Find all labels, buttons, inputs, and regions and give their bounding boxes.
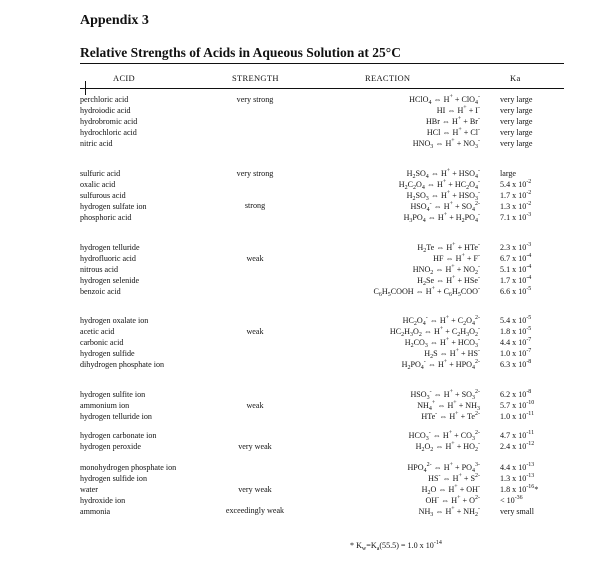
group-4-reactions	[330, 389, 480, 422]
column-header-reaction: REACTION	[365, 73, 411, 83]
reaction-equation: $HC_2H_3O_2$ ⇔ $H^+ + C_2H_3O_2^-$	[389, 326, 480, 338]
ka-value: 5.1 x $10^{-4}$	[500, 264, 532, 274]
acid-name: hydrogen sulfite ion	[80, 390, 146, 399]
reaction-equation: HS- ⇔ $H^+ + S^{2-}$	[428, 473, 480, 483]
ka-value: very small	[500, 507, 534, 516]
acid-name: ammonia	[80, 507, 111, 516]
acid-name: hydrofluoric acid	[80, 254, 136, 263]
strength-label: weak	[246, 327, 264, 336]
reaction-equation: $NH_4^+$ ⇔ $H^+ + NH_3$	[417, 400, 480, 412]
group-6-ka-values	[500, 462, 538, 517]
group-0-reactions	[330, 94, 480, 149]
ka-value: 1.0 x $10^{-11}$	[500, 411, 535, 421]
water-footnote	[350, 541, 442, 550]
group-2-ka-values	[500, 242, 531, 297]
strength-label: very weak	[238, 485, 272, 494]
strength-label-secondary: exceedingly weak	[225, 506, 285, 515]
ka-value: 1.3 x $10^{-2}$	[500, 201, 532, 211]
group-6-acids	[80, 462, 176, 517]
ka-value: 5.4 x $10^{-5}$	[500, 315, 532, 325]
column-header-ka: Ka	[510, 73, 521, 83]
acid-name: nitrous acid	[80, 265, 118, 274]
acid-name: hydrogen selenide	[80, 276, 140, 285]
strength-label: very strong	[236, 95, 274, 104]
acid-name: carbonic acid	[80, 338, 124, 347]
reaction-equation: $H_2CO_3$ ⇔ $H^+ + HCO_3^-$	[404, 337, 480, 349]
strength-label-secondary: strong	[244, 201, 266, 210]
group-3-ka-values	[500, 315, 531, 370]
ka-value: 4.4 x $10^{-7}$	[500, 337, 532, 347]
reaction-equation: OH- ⇔ $H^+ + O^{2-}$	[425, 495, 480, 505]
group-4-acids	[80, 389, 152, 422]
ka-value: 4.7 x $10^{-11}$	[500, 430, 535, 440]
strength-label: very weak	[238, 442, 272, 451]
acid-name: hydrobromic acid	[80, 117, 138, 126]
reaction-equation: $H_2SO_3$ ⇔ $H^+ + HSO_3^-$	[406, 190, 480, 202]
ka-value: 6.2 x $10^{-8}$	[500, 389, 532, 399]
reaction-equation: HCl ⇔ H+ + Cl-	[426, 127, 480, 137]
ka-value: very large	[500, 117, 533, 126]
acid-name: ammonium ion	[80, 401, 130, 410]
ka-value: 6.3 x $10^{-8}$	[500, 359, 532, 369]
reaction-equation: $H_2C_2O_4$ ⇔ $H^+ + HC_2O_4^-$	[398, 179, 480, 191]
ka-value: very large	[500, 139, 533, 148]
group-5-acids	[80, 430, 156, 452]
reaction-equation: $HC_2O_4^-$ ⇔ $H^+ + C_2O_4^{2-}$	[402, 315, 480, 327]
ka-value: 1.0 x $10^{-7}$	[500, 348, 532, 358]
reaction-equation: $H_2Te$ ⇔ H+ + HTe-	[417, 242, 480, 254]
reaction-equation: $H_3PO_4$ ⇔ $H^+ + H_2PO_4^-$	[403, 212, 480, 224]
acid-name: nitric acid	[80, 139, 113, 148]
strength-label: weak	[246, 401, 264, 410]
reaction-equation: $HNO_2$ ⇔ $H^+ + NO_2^-$	[412, 264, 480, 276]
reaction-equation: $H_2O$ ⇔ H+ + OH-	[421, 484, 480, 496]
reaction-equation: $HPO_4^{2-}$ ⇔ $H^+ + PO_4^{3-}$	[407, 462, 480, 474]
ka-value: 7.1 x $10^{-3}$	[500, 212, 532, 222]
reaction-equation: $H_2S$ ⇔ H+ + HS-	[424, 348, 480, 360]
acid-name: hydrogen telluride	[80, 243, 140, 252]
acid-name: water	[80, 485, 98, 494]
group-5-reactions	[330, 430, 480, 452]
acid-name: hydrogen sulfide	[80, 349, 135, 358]
group-3-acids	[80, 315, 164, 370]
acid-name: hydrogen sulfate ion	[80, 202, 147, 211]
ka-value: 5.7 x $10^{-10}$	[500, 400, 535, 410]
footnote-text: * $K_w=K_a(55.5) = 1.0$ x $10^{-14}$	[350, 540, 442, 552]
acid-name: hydrochloric acid	[80, 128, 137, 137]
acid-name: phosphoric acid	[80, 213, 132, 222]
header-tick	[85, 81, 86, 95]
acid-name: oxalic acid	[80, 180, 116, 189]
reaction-equation: $HSO_4^-$ ⇔ $H^+ + SO_4^{2-}$	[410, 201, 480, 213]
ka-value: 2.4 x $10^{-12}$	[500, 441, 535, 451]
reaction-equation: $C_6H_5COOH$ ⇔ $H^+ + C_6H_5COO^-$	[373, 286, 480, 298]
ka-value: 1.7 x $10^{-2}$	[500, 190, 532, 200]
acid-name: hydrogen peroxide	[80, 442, 141, 451]
reaction-equation: HF ⇔ H+ + F-	[433, 253, 480, 263]
ka-value: 6.6 x $10^{-5}$	[500, 286, 532, 296]
acid-name: acetic acid	[80, 327, 115, 336]
group-5-ka-values	[500, 430, 534, 452]
group-0-ka-values	[500, 94, 532, 149]
ka-value: 1.8 x $10^{-16}*$	[500, 484, 539, 494]
ka-value: 2.3 x $10^{-3}$	[500, 242, 532, 252]
acid-name: hydrogen oxalate ion	[80, 316, 149, 325]
acid-name: hydroxide ion	[80, 496, 126, 505]
reaction-equation: $HNO_3$ ⇔ $H^+ + NO_3^-$	[412, 138, 480, 150]
column-header-acid: ACID	[113, 73, 135, 83]
ka-value: 1.3 x $10^{-13}$	[500, 473, 535, 483]
acid-name: hydrogen carbonate ion	[80, 431, 157, 440]
ka-value: 4.4 x $10^{-13}$	[500, 462, 535, 472]
group-2-reactions	[330, 242, 480, 297]
group-1-ka-values	[500, 168, 531, 223]
ka-value: < $10^{-36}$	[500, 495, 523, 505]
reaction-equation: $HCO_3^-$ ⇔ $H^+ + CO_3^{2-}$	[408, 430, 480, 442]
reaction-equation: HI ⇔ H+ + I-	[436, 105, 480, 115]
reaction-equation: HBr ⇔ H+ + Br-	[425, 116, 480, 126]
appendix-heading: Appendix 3	[80, 13, 149, 28]
acid-name: sulfurous acid	[80, 191, 126, 200]
group-2-acids	[80, 242, 140, 297]
ka-value: large	[500, 169, 517, 178]
ka-value: very large	[500, 106, 533, 115]
reaction-equation: $H_2SO_4$ ⇔ $H^+ + HSO_4^-$	[406, 168, 480, 180]
ka-value: 6.7 x $10^{-4}$	[500, 253, 532, 263]
reaction-equation: HTe- ⇔ $H^+ + Te^{2-}$	[421, 411, 480, 421]
reaction-equation: $H_2PO_4^-$ ⇔ $H^+ + HPO_4^{2-}$	[401, 359, 480, 371]
acid-name: hydroiodic acid	[80, 106, 131, 115]
reaction-equation: $H_2Se$ ⇔ H+ + HSe-	[417, 275, 480, 287]
ka-value: 1.8 x $10^{-5}$	[500, 326, 532, 336]
group-1-reactions	[330, 168, 480, 223]
column-header-strength: STRENGTH	[232, 73, 279, 83]
ka-value: very large	[500, 128, 533, 137]
reaction-equation: HClO$_4$ ⇔ H+ + ClO$_4$-	[409, 94, 480, 106]
group-0-acids	[80, 94, 137, 149]
reaction-equation: $NH_3$ ⇔ $H^+ + NH_2^-$	[418, 506, 480, 518]
acid-name: sulfuric acid	[80, 169, 121, 178]
group-1-acids	[80, 168, 147, 223]
acid-name: dihydrogen phosphate ion	[80, 360, 165, 369]
table-title: Relative Strengths of Acids in Aqueous Solution at 25°C	[80, 45, 401, 60]
ka-value: 5.4 x $10^{-2}$	[500, 179, 532, 189]
top-rule	[80, 63, 564, 64]
header-rule	[80, 88, 564, 89]
strength-label: very strong	[236, 169, 274, 178]
strength-label: weak	[246, 254, 264, 263]
reaction-equation: $HSO_3^-$ ⇔ $H^+ + SO_3^{2-}$	[410, 389, 480, 401]
acid-name: monohydrogen phosphate ion	[80, 463, 177, 472]
group-3-reactions	[330, 315, 480, 370]
acid-name: hydrogen telluride ion	[80, 412, 152, 421]
acid-name: perchloric acid	[80, 95, 129, 104]
group-6-reactions	[330, 462, 480, 517]
ka-value: very large	[500, 95, 533, 104]
acid-name: hydrogen sulfide ion	[80, 474, 147, 483]
acid-name: benzoic acid	[80, 287, 121, 296]
group-4-ka-values	[500, 389, 534, 422]
ka-value: 1.7 x $10^{-4}$	[500, 275, 532, 285]
reaction-equation: $H_2O_2$ ⇔ $H^+ + HO_2^-$	[415, 441, 480, 453]
